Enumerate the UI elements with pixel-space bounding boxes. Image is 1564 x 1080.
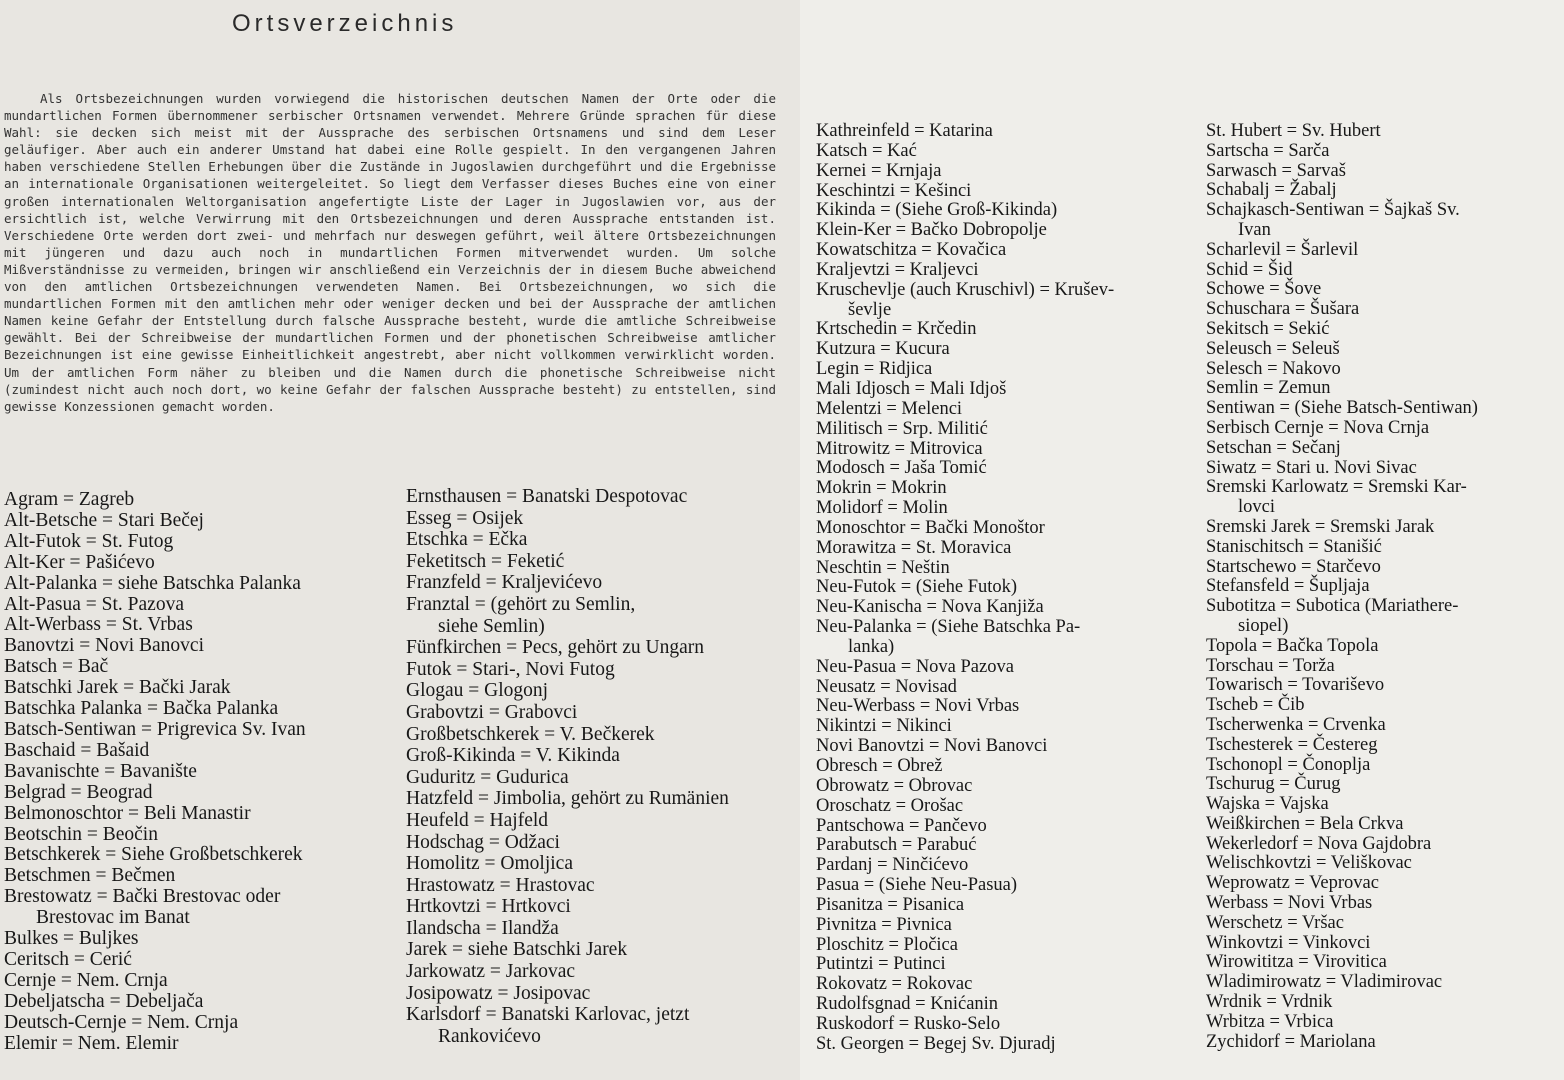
place-entry: Sremski Karlowatz = Sremski Kar- <box>1206 477 1467 498</box>
place-entry: Schowe = Šove <box>1206 279 1322 300</box>
place-entry: Melentzi = Melenci <box>816 398 963 419</box>
entries-column-1 <box>4 490 392 1080</box>
place-entry: Fünfkirchen = Pecs, gehört zu Ungarn <box>406 637 705 659</box>
place-entry: Hrtkovtzi = Hrtkovci <box>406 896 571 918</box>
place-entry: Tschonopl = Čonoplja <box>1206 754 1371 775</box>
place-entry: Esseg = Osijek <box>406 507 524 529</box>
place-entry: Werbass = Novi Vrbas <box>1206 893 1373 914</box>
place-entry: Wrdnik = Vrdnik <box>1206 992 1333 1013</box>
place-entry: Startschewo = Starčevo <box>1206 556 1381 577</box>
place-entry: Bavanischte = Bavanište <box>4 760 197 782</box>
place-entry: St. Hubert = Sv. Hubert <box>1206 122 1381 141</box>
place-entry: Homolitz = Omoljica <box>406 853 573 875</box>
place-entry: Winkovtzi = Vinkovci <box>1206 932 1371 953</box>
place-entry: Groß-Kikinda = V. Kikinda <box>406 745 620 767</box>
place-entry: Sekitsch = Sekić <box>1206 318 1330 339</box>
place-entry: Ploschitz = Pločica <box>816 934 958 955</box>
place-entry: Banovtzi = Novi Banovci <box>4 635 205 657</box>
place-entry: Serbisch Cernje = Nova Crnja <box>1206 417 1430 438</box>
place-entry: siopel) <box>1238 615 1289 636</box>
place-entry: Ernsthausen = Banatski Despotovac <box>406 486 688 507</box>
place-entry: Selesch = Nakovo <box>1206 358 1341 379</box>
place-entry: Ruskodorf = Rusko-Selo <box>816 1013 1001 1034</box>
place-entry: Oroschatz = Orošac <box>816 795 964 816</box>
place-entry: Pisanitza = Pisanica <box>816 894 965 915</box>
place-entry: Zychidorf = Mariolana <box>1206 1031 1376 1052</box>
place-entry: Obrowatz = Obrovac <box>816 775 973 796</box>
place-entry: Rokovatz = Rokovac <box>816 974 973 995</box>
place-entry: lovci <box>1238 497 1275 518</box>
place-entry: Wajska = Vajska <box>1206 794 1329 815</box>
place-entry: Etschka = Ečka <box>406 529 528 551</box>
place-entry: Mali Idjosch = Mali Idjoš <box>816 378 1007 399</box>
place-entry: Legin = Ridjica <box>816 359 933 380</box>
place-entry: Morawitza = St. Moravica <box>816 537 1012 558</box>
place-entry: Modosch = Jaša Tomić <box>816 458 987 479</box>
place-entry: St. Georgen = Begej Sv. Djuradj <box>816 1033 1056 1054</box>
place-entry: Feketitsch = Feketić <box>406 550 565 572</box>
place-entry: Sarwasch = Sarvaš <box>1206 160 1346 181</box>
place-entry: Katsch = Kać <box>816 140 917 161</box>
place-entry: Alt-Werbass = St. Vrbas <box>4 614 193 636</box>
place-entry: Schajkasch-Sentiwan = Šajkaš Sv. <box>1206 200 1460 221</box>
place-entry: Alt-Futok = St. Futog <box>4 530 174 552</box>
place-entry: Brestovac im Banat <box>36 907 190 929</box>
place-entry: ševlje <box>848 299 892 320</box>
place-entry: Wrbitza = Vrbica <box>1206 1011 1334 1032</box>
place-entry: Militisch = Srp. Militić <box>816 418 988 439</box>
place-entry: Neu-Werbass = Novi Vrbas <box>816 696 1020 717</box>
place-entry: Kutzura = Kucura <box>816 339 950 360</box>
place-entry: Sremski Jarek = Sremski Jarak <box>1206 516 1435 537</box>
place-entry: Alt-Ker = Pašićevo <box>4 551 155 573</box>
place-entry: Großbetschkerek = V. Bečkerek <box>406 723 655 745</box>
place-entry: Kernei = Krnjaja <box>816 160 942 181</box>
place-entry: Ceritsch = Cerić <box>4 948 132 970</box>
place-entry: Bulkes = Buljkes <box>4 928 139 950</box>
place-entry: Agram = Zagreb <box>4 490 135 510</box>
place-entry: Kikinda = (Siehe Groß-Kikinda) <box>816 200 1058 221</box>
place-entry: Ivan <box>1238 219 1271 240</box>
place-entry: Klein-Ker = Bačko Dobropolje <box>816 220 1047 241</box>
place-entry: Sentiwan = (Siehe Batsch-Sentiwan) <box>1206 398 1478 419</box>
place-entry: Deutsch-Cernje = Nem. Crnja <box>4 1011 239 1033</box>
place-entry: Karlsdorf = Banatski Karlovac, jetzt <box>406 1004 690 1026</box>
place-entry: Jarkowatz = Jarkovac <box>406 961 576 983</box>
place-entry: Futok = Stari-, Novi Futog <box>406 658 615 680</box>
place-entry: Kowatschitza = Kovačica <box>816 240 1007 261</box>
place-entry: Jarek = siehe Batschki Jarek <box>406 939 628 961</box>
place-entry: Betschkerek = Siehe Großbetschkerek <box>4 844 303 866</box>
place-entry: Weißkirchen = Bela Crkva <box>1206 813 1404 834</box>
place-entry: Wekerledorf = Nova Gajdobra <box>1206 833 1432 854</box>
place-entry: Scharlevil = Šarlevil <box>1206 239 1359 260</box>
place-entry: Stanischitsch = Stanišić <box>1206 536 1382 557</box>
page-title: Ortsverzeichnis <box>232 10 458 37</box>
place-entry: Welischkovtzi = Veliškovac <box>1206 853 1412 874</box>
place-entry: Baschaid = Bašaid <box>4 739 150 761</box>
place-entry: Tschesterek = Čestereg <box>1206 734 1378 755</box>
place-entry: Josipowatz = Josipovac <box>406 982 591 1004</box>
place-entry: Franzfeld = Kraljevićevo <box>406 572 603 594</box>
place-entry: Kraljevtzi = Kraljevci <box>816 259 979 280</box>
place-entry: Debeljatscha = Debeljača <box>4 990 204 1012</box>
place-entry: Stefansfeld = Šupljaja <box>1206 576 1370 597</box>
place-entry: Batsch = Bač <box>4 656 109 678</box>
place-entry: Putintzi = Putinci <box>816 954 946 975</box>
place-entry: Heufeld = Hajfeld <box>406 809 549 831</box>
place-entry: Ilandscha = Ilandža <box>406 917 559 939</box>
place-entry: Neu-Futok = (Siehe Futok) <box>816 577 1018 598</box>
place-entry: Rankovićevo <box>438 1025 541 1047</box>
place-entry: Rudolfsgnad = Knićanin <box>816 994 999 1015</box>
place-entry: Batschki Jarek = Bački Jarak <box>4 677 231 699</box>
place-entry: Hodschag = Odžaci <box>406 831 560 853</box>
place-entry: Franztal = (gehört zu Semlin, <box>406 593 636 615</box>
place-entry: Neschtin = Neštin <box>816 557 950 578</box>
entries-column-4 <box>1206 122 1562 1072</box>
place-entry: Subotitza = Subotica (Mariathere- <box>1206 596 1459 617</box>
place-entry: Cernje = Nem. Crnja <box>4 969 168 991</box>
place-entry: Schid = Šid <box>1206 259 1293 280</box>
place-entry: Guduritz = Gudurica <box>406 766 569 788</box>
place-entry: Weprowatz = Veprovac <box>1206 873 1379 894</box>
place-entry: Obresch = Obrež <box>816 756 943 776</box>
place-entry: Parabutsch = Parabuć <box>816 835 977 856</box>
place-entry: Elemir = Nem. Elemir <box>4 1032 179 1054</box>
place-entry: Alt-Betsche = Stari Bečej <box>4 509 204 531</box>
place-entry: Grabovtzi = Grabovci <box>406 701 578 723</box>
place-entry: Sartscha = Sarča <box>1206 140 1330 161</box>
place-entry: Alt-Pasua = St. Pazova <box>4 593 184 615</box>
place-entry: Schuschara = Šušara <box>1206 299 1360 320</box>
place-entry: Brestowatz = Bački Brestovac oder <box>4 886 281 908</box>
place-entry: Mokrin = Mokrin <box>816 478 947 499</box>
intro-paragraph: Als Ortsbezeichnungen wurden vorwiegend die historischen deutschen Namen der Orte oder die mundartlichen Formen übernommener serbischer Ortsnamen verwendet. Mehrere Gründe sprachen für diese Wahl: sie decken sich meist mit der Aussprache des serbischen Ortsnamens und sind dem Leser geläufiger. Aber auch ein anderer Umstand hat dabei eine Rolle gespielt. In den vergangenen Jahren haben verschiedene Stellen Erhebungen über die Zustände in Jugoslawien durchgeführt und die Ergebnisse an internationale Organisationen weitergeleitet. So liegt dem Verfasser dieses Buches eine von einer großen internationalen Weltorganisation angefertigte Liste der Lager in Jugoslawien vor, aus der ersichtlich ist, welche Verwirrung mit den Ortsbezeichnungen und deren Aussprache entstanden ist. Verschiedene Orte werden dort zwei- und mehrfach nur deswegen geführt, weil ältere Ortsbezeichnungen mit jüngeren und dazu auch noch in mundartlichen Formen mitverwendet wurden. Um solche Mißverständnisse zu vermeiden, bringen wir anschließend ein Verzeichnis der in diesem Buche abweichend von den amtlichen Ortsbezeichnungen verwendeten Namen. Bei Ortsbezeichnungen, wo sich die mundartlichen Formen mit den amtlichen mehr oder weniger decken und bei der Aussprache der amtlichen Namen keine Gefahr der Entstellung durch falsche Aussprache besteht, wurde die amtliche Schreibweise gewählt. Bei der Schreibweise der mundartlichen Formen und der phonetischen Schreibweise amtlicher Bezeichnungen ist eine gewisse Einheitlichkeit angestrebt, aber nicht vollkommen verwirklicht worden. Um der amtlichen Form näher zu bleiben und die Namen durch die phonetische Schreibweise nicht (zumindest nicht auch noch dort, wo keine Gefahr der falschen Aussprache besteht) zu entstellen, sind gewisse Konzessionen gemacht worden. <box>4 91 776 414</box>
place-entry: Kathreinfeld = Katarina <box>816 122 993 141</box>
place-entry: Towarisch = Tovariševo <box>1206 675 1385 696</box>
place-entry: Nikintzi = Nikinci <box>816 716 952 737</box>
place-entry: Tscheb = Čib <box>1206 695 1305 716</box>
place-entry: Tscherwenka = Crvenka <box>1206 714 1386 735</box>
place-entry: Wirowititza = Virovitica <box>1206 952 1387 973</box>
place-entry: Mitrowitz = Mitrovica <box>816 438 983 459</box>
place-entry: Werschetz = Vršac <box>1206 912 1344 933</box>
place-entry: Glogau = Glogonj <box>406 680 549 702</box>
place-entry: Pardanj = Ninčićevo <box>816 855 969 876</box>
place-entry: Tschurug = Čurug <box>1206 774 1341 795</box>
place-entry: Neusatz = Novisad <box>816 676 957 697</box>
place-entry: Hatzfeld = Jimbolia, gehört zu Rumänien <box>406 788 729 810</box>
place-entry: Topola = Bačka Topola <box>1206 635 1379 656</box>
place-entry: Krtschedin = Krčedin <box>816 319 977 340</box>
place-entry: Belmonoschtor = Beli Manastir <box>4 802 251 824</box>
place-entry: Neu-Pasua = Nova Pazova <box>816 656 1014 677</box>
place-entry: Hrastowatz = Hrastovac <box>406 874 595 896</box>
place-entry: Novi Banovtzi = Novi Banovci <box>816 736 1048 757</box>
place-entry: Neu-Palanka = (Siehe Batschka Pa- <box>816 617 1081 638</box>
place-entry: lanka) <box>848 636 895 657</box>
place-entry: Belgrad = Beograd <box>4 781 153 803</box>
place-entry: Pivnitza = Pivnica <box>816 914 952 935</box>
place-entry: Torschau = Torža <box>1206 655 1335 676</box>
place-entry: Kruschevlje (auch Kruschivl) = Krušev- <box>816 279 1115 300</box>
place-entry: Semlin = Zemun <box>1206 378 1331 399</box>
place-entry: Monoschtor = Bački Monoštor <box>816 517 1045 538</box>
place-entry: Seleusch = Seleuš <box>1206 338 1340 359</box>
place-entry: Neu-Kanischa = Nova Kanjiža <box>816 597 1044 618</box>
place-entry: Betschmen = Bečmen <box>4 865 176 887</box>
entries-column-2 <box>406 486 790 1080</box>
place-entry: Siwatz = Stari u. Novi Sivac <box>1206 457 1417 478</box>
place-entry: Molidorf = Molin <box>816 498 948 519</box>
place-entry: Batschka Palanka = Bačka Palanka <box>4 698 279 720</box>
place-entry: Pasua = (Siehe Neu-Pasua) <box>816 875 1018 896</box>
place-entry: Pantschowa = Pančevo <box>816 815 987 836</box>
place-entry: siehe Semlin) <box>438 615 545 637</box>
entries-column-3 <box>816 122 1208 1072</box>
place-entry: Schabalj = Žabalj <box>1206 180 1337 201</box>
place-entry: Batsch-Sentiwan = Prigrevica Sv. Ivan <box>4 718 306 740</box>
place-entry: Keschintzi = Kešinci <box>816 180 972 201</box>
place-entry: Beotschin = Beočin <box>4 823 158 845</box>
place-entry: Alt-Palanka = siehe Batschka Palanka <box>4 572 301 594</box>
place-entry: Setschan = Sečanj <box>1206 437 1341 458</box>
place-entry: Wladimirowatz = Vladimirovac <box>1206 972 1443 993</box>
